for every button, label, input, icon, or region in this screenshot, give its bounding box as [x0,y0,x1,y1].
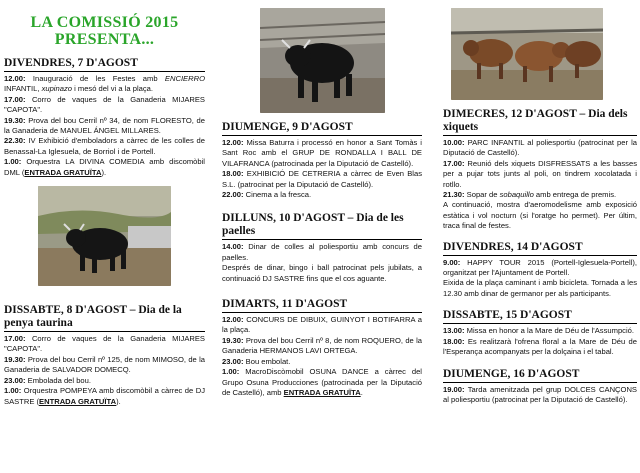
day-block-9 [222,121,422,200]
event-time: 12.00: [4,74,26,83]
column-middle [222,0,422,473]
event-item [222,263,422,284]
event-text: Prova del bou Cerril nº 34, de nom FLORESTO, de la Ganaderia de MANUEL ÁNGEL MILLARES. [4,115,205,136]
event-text: Embolada del bou. [25,375,91,385]
event-list [222,242,422,284]
event-item [443,190,637,200]
day-heading: DIMECRES, 12 D'AGOST – Dia dels xiquets [443,108,628,133]
event-em: sobaquillo [499,190,534,200]
event-time: 17.00: [4,94,26,104]
event-time: 21.30: [443,190,465,200]
event-time: 13.00: [443,326,465,336]
event-text: Cinema a la fresca. [243,190,312,200]
event-time: 9.00: [443,257,461,267]
title-line-2: PRESENTA... [54,31,155,48]
event-item [443,337,637,358]
event-item [222,315,422,336]
event-text: Reunió dels xiquets DISFRESSATS a les basses per a pujar tots junts al poli, on tindrem xocolatada i rotllo. [443,158,637,189]
event-text: Bou embolat. [243,356,291,366]
event-item [443,258,637,279]
event-text: Després de dinar, bingo i ball patrocinat pels jubilats, a continuació DJ SASTRE fins que el cos aguante. [222,263,422,283]
event-text: EXHIBICIÓ DE CETRERIA a càrrec de Even Blas S.L. (patrocinat per la Diputació de Castelló). [222,169,422,189]
event-list [4,74,205,178]
event-list [443,258,637,300]
event-text: Corro de vaques de la Ganaderia MIJARES "CAPOTA". [4,334,205,354]
event-item [4,74,205,95]
event-text: Eixida de la plaça caminant i amb bicicleta. Tornada a les 12.30 amb dinar de germanor per als participants. [443,278,637,298]
event-item [4,116,205,137]
event-u: ENTRADA GRATUÏTA [24,167,102,177]
divider [443,323,637,324]
event-time: 19.30: [4,354,26,364]
event-item [4,355,205,376]
event-text: Prova del bou Cerril nº 125, de nom MIMOSO, de la Ganaderia de SALVADOR DOMECQ. [4,354,205,375]
event-time: 22.30: [4,136,26,146]
divider [222,239,422,240]
event-u: ENTRADA GRATUÏTA [39,396,117,406]
day-heading: DIVENDRES, 14 D'AGOST [443,240,583,253]
column-right [443,0,637,473]
event-item [4,157,205,178]
day-heading: DILLUNS, 10 D'AGOST – Dia de les paelles [222,212,404,238]
event-list [443,326,637,357]
event-list [443,138,637,232]
event-text: Missa en honor a la Mare de Déu de l'Assumpció. [464,326,634,336]
event-text: Es realitzarà l'ofrena floral a la Mare de Déu de l'Esperança acompanyats per la dolçaina i el tabal. [443,336,637,357]
event-text: Tarda amenitzada pel grup DOLCES CANÇONS al poliesportiu (patrocinat per la Diputació de Castelló). [443,384,637,404]
event-em: xupinazo [41,84,72,94]
event-text: MacroDiscòmobil OSUNA DANCE a càrrec del Grupo Osuna Producciones (patrocinada per la Diputació de Castelló), amb [222,367,422,397]
day-block-11 [222,298,422,398]
day-heading: DIUMENGE, 16 D'AGOST [443,367,580,380]
event-text: Dinar de colles al poliesportiu amb concurs de paelles. [222,242,422,262]
event-item [443,200,637,231]
event-time: 10.00: [443,138,465,147]
event-text: PARC INFANTIL al poliesportiu (patrocinat per la Diputació de Castelló). [443,138,637,158]
event-post: i mesó del vi a la plaça. [71,84,154,94]
event-item [222,367,422,398]
event-text: Orquestra POMPEYA amb discomòbil a càrrec de DJ SASTRE ( [4,386,205,406]
event-list [222,315,422,398]
event-item [4,376,205,386]
event-item [4,136,205,157]
bull-photo-3 [451,8,603,100]
event-text: Orquestra LA DIVINA COMEDIA amb discomòbil DML ( [4,157,205,177]
event-time: 18.00: [222,169,244,179]
day-block-14 [443,241,637,300]
event-after: ). [116,396,121,406]
day-heading: DIUMENGE, 9 D'AGOST [222,121,353,133]
event-item [443,159,637,190]
day-heading: DISSABTE, 15 D'AGOST [443,309,572,322]
event-after: ). [101,167,107,177]
event-text: A continuació, mostra d'aeromodelisme amb exposició estàtica i vol nocturn (si l'oratge ho permet). Per últim, traca final de festes. [443,200,637,231]
event-item [222,138,422,169]
event-time: 12.00: [222,138,244,147]
event-time: 17.00: [4,334,26,344]
event-time: 1.00: [4,157,22,167]
day-block-16 [443,368,637,406]
event-time: 23.00: [4,375,26,385]
event-time: 19.00: [443,384,465,394]
event-item [443,326,637,336]
divider [222,312,422,313]
event-pre: Sopar de [464,190,500,200]
divider [443,135,637,136]
event-text: CONCURS DE DIBUIX, GUINYOT I BOTIFARRA a la plaça. [222,315,422,335]
event-time: 18.00: [443,336,465,346]
event-text: Prova del bou Cerril nº 8, de nom ROQUERO, de la Ganaderia HERMANOS LAVI ORTEGA. [222,335,422,356]
day-block-7 [4,57,205,178]
event-time: 22.00: [222,190,244,200]
poster-title [4,14,205,48]
event-u: ENTRADA GRATUÏTA [283,387,361,397]
event-post: INFANTIL, [4,84,42,94]
day-block-8 [4,304,205,407]
event-item [222,242,422,263]
event-after: . [360,387,363,397]
event-item [4,95,205,116]
event-item [222,169,422,190]
event-text: HAPPY TOUR 2015 (Portell-Iglesuela-Portell), organitzat per l'Ajuntament de Portell. [443,257,637,278]
title-line-1: LA COMISSIÓ 2015 [30,14,179,31]
event-item [4,386,205,407]
event-time: 19.30: [222,335,244,345]
column-left [4,0,205,473]
event-item [222,190,422,200]
event-time: 17.00: [443,158,465,168]
bull-photo-1 [38,186,171,286]
event-text: Corro de vaques de la Ganaderia MIJARES "CAPOTA". [4,94,205,115]
event-time: 14.00: [222,242,244,252]
event-list [222,138,422,200]
event-item [443,385,637,406]
event-text: Missa Baturra i processó en honor a Sant Tomàs i Sant Roc amb el GRUP DE RONDALLA I BALL DE VILAFRANCA (patrocinada per la Diputació de Castelló). [222,138,422,168]
event-text: IV Exhibició d'emboladors a càrrec de les colles de Benassal-La Iglesuela, de Borriol i de Portell. [4,136,205,156]
day-heading: DIVENDRES, 7 D'AGOST [4,57,138,69]
day-block-12 [443,108,637,232]
event-item [222,336,422,357]
event-time: 1.00: [222,367,240,377]
event-list [4,334,205,407]
event-time: 1.00: [4,386,22,396]
divider [4,71,205,72]
event-em: ENCIERRO [164,74,205,83]
event-list [443,385,637,406]
day-block-15 [443,309,637,357]
event-item [4,334,205,355]
divider [443,255,637,256]
event-time: 12.00: [222,315,244,325]
divider [4,331,205,332]
event-item [443,278,637,299]
day-heading: DIMARTS, 11 D'AGOST [222,298,348,311]
divider [222,135,422,136]
event-pre: Inauguració de les Festes amb [25,74,165,83]
bull-photo-2 [260,8,385,113]
day-block-10 [222,212,422,284]
event-time: 19.30: [4,115,26,125]
day-heading: DISSABTE, 8 D'AGOST – Dia de la penya taurina [4,304,182,330]
event-item [222,357,422,367]
event-post: amb entrega de premis. [533,190,617,200]
event-item [443,138,637,159]
event-time: 23.00: [222,356,244,366]
divider [443,382,637,383]
